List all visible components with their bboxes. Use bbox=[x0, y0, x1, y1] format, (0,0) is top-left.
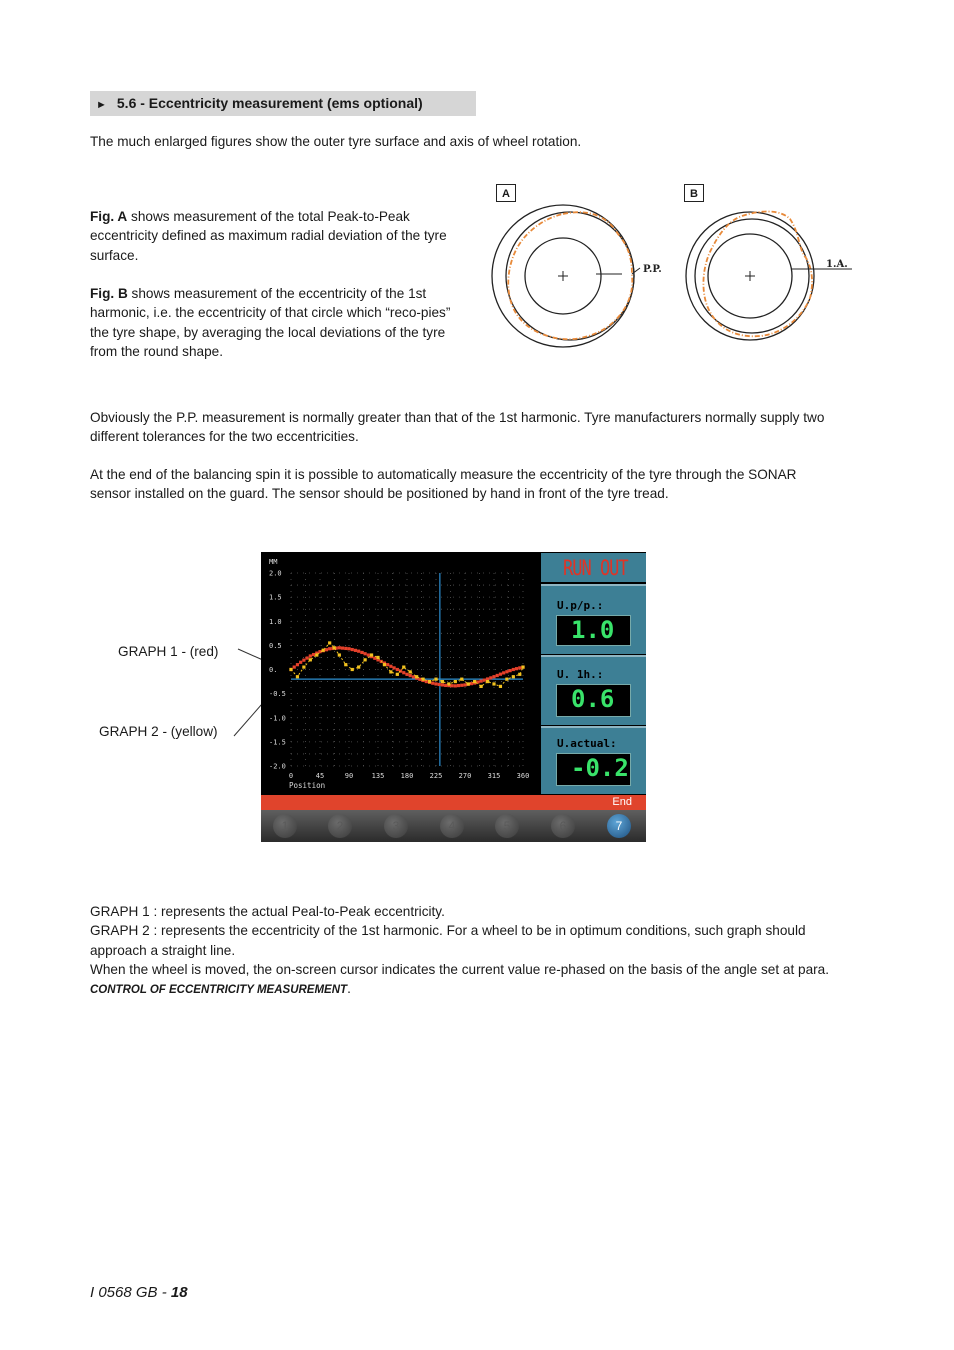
y-tick-label: -1.0 bbox=[269, 714, 286, 723]
nav-button-6[interactable]: 6 bbox=[551, 814, 575, 838]
graph1-point bbox=[460, 684, 463, 687]
graph2-point bbox=[328, 641, 331, 644]
cursor-description bbox=[90, 960, 850, 1001]
graph1-point bbox=[405, 673, 408, 676]
graph1-point bbox=[496, 674, 499, 677]
graph2-point bbox=[376, 656, 379, 659]
x-tick-label: 45 bbox=[315, 772, 325, 780]
y-tick-label: 0.5 bbox=[269, 641, 282, 650]
v1h-panel bbox=[541, 655, 646, 725]
graph2-point bbox=[315, 653, 318, 656]
graph1-point bbox=[389, 665, 392, 668]
graph2-point bbox=[409, 670, 412, 673]
graph2-point bbox=[396, 673, 399, 676]
graph1-point bbox=[351, 648, 354, 651]
paragraph-sonar: At the end of the balancing spin it is possible to automatically measure the eccentricity of the tyre through the SONAR sensor installed on the guard. The sensor should be positioned by hand in front of the tyre tread. bbox=[90, 467, 797, 502]
graph1-point bbox=[492, 675, 495, 678]
fig-a-description bbox=[90, 207, 452, 265]
graph1-point bbox=[306, 656, 309, 659]
fig-a-text: shows measurement of the total Peak-to-Peak eccentricity defined as maximum radial deviation of the tyre surface. bbox=[90, 209, 447, 263]
graph1-point bbox=[412, 675, 415, 678]
graph2-point bbox=[344, 663, 347, 666]
graph1-point bbox=[499, 673, 502, 676]
graph1-point bbox=[299, 661, 302, 664]
graph1-point bbox=[360, 651, 363, 654]
graph2-point bbox=[518, 673, 521, 676]
graph1-point bbox=[441, 683, 444, 686]
graph1-point bbox=[325, 648, 328, 651]
heading-arrow-icon: ► bbox=[96, 99, 107, 111]
graph2-point bbox=[499, 685, 502, 688]
x-tick-label: 135 bbox=[371, 772, 385, 780]
graph2-point bbox=[364, 658, 367, 661]
graph2-point bbox=[333, 646, 336, 649]
fig-b-text: shows measurement of the eccentricity of the 1st harmonic, i.e. the eccentricity of that circle which “reco-pies” the tyre shape, by averaging the local deviations of the tyre from the round shape. bbox=[90, 286, 451, 359]
graph1-point bbox=[367, 653, 370, 656]
graph1-point bbox=[434, 682, 437, 685]
nav-button-7[interactable]: 7 bbox=[607, 814, 631, 838]
graph1-point bbox=[296, 663, 299, 666]
vpp-label: U.p/p.: bbox=[557, 599, 604, 612]
cursor-description-text: When the wheel is moved, the on-screen cursor indicates the current value re-phased on the basis of the angle set at para. bbox=[90, 961, 830, 977]
graph2-point bbox=[289, 668, 292, 671]
graph2-point bbox=[521, 665, 524, 668]
graph1-point bbox=[347, 647, 350, 650]
x-tick-label: 180 bbox=[400, 772, 414, 780]
chart-series bbox=[289, 641, 524, 688]
graph2-point bbox=[357, 665, 360, 668]
graph1-point bbox=[344, 647, 347, 650]
graph2-point bbox=[309, 658, 312, 661]
graph2-point bbox=[415, 675, 418, 678]
cursor-description-end: . bbox=[347, 981, 351, 997]
section-heading bbox=[90, 91, 476, 116]
nav-button-5[interactable]: 5 bbox=[495, 814, 519, 838]
graph1-point bbox=[512, 668, 515, 671]
graph2-point bbox=[383, 663, 386, 666]
fig-b-description bbox=[90, 284, 452, 361]
graph1-point bbox=[451, 684, 454, 687]
graph1-point bbox=[386, 663, 389, 666]
graph2-point bbox=[322, 649, 325, 652]
figure-b-diagram bbox=[680, 204, 860, 350]
graph1-description: GRAPH 1 : represents the actual Peal-to-Peak eccentricity. bbox=[90, 904, 445, 919]
callout-graph2: GRAPH 2 - (yellow) bbox=[99, 724, 218, 739]
x-tick-label: 270 bbox=[458, 772, 472, 780]
graph2-point bbox=[389, 670, 392, 673]
y-tick-label: 1.0 bbox=[269, 617, 282, 626]
graph2-point bbox=[512, 675, 515, 678]
y-tick-label: 1.5 bbox=[269, 593, 282, 602]
vactual-panel bbox=[541, 726, 646, 794]
graph2-point bbox=[434, 678, 437, 681]
x-tick-labels bbox=[289, 772, 529, 780]
callout-graph1: GRAPH 1 - (red) bbox=[118, 644, 219, 659]
graph1-point bbox=[480, 679, 483, 682]
graph1-point bbox=[444, 684, 447, 687]
graph1-point bbox=[354, 649, 357, 652]
fig-a-label: Fig. A bbox=[90, 209, 128, 224]
chart-ylabel: MM bbox=[269, 558, 278, 566]
graph1-point bbox=[515, 667, 518, 670]
graph2-point bbox=[486, 680, 489, 683]
graph1-point bbox=[338, 646, 341, 649]
v1h-value: 0.6 bbox=[556, 684, 631, 717]
graph1-point bbox=[364, 652, 367, 655]
graph1-point bbox=[457, 684, 460, 687]
graph-descriptions bbox=[90, 902, 850, 1000]
vpp-value: 1.0 bbox=[556, 615, 631, 646]
graph2-point bbox=[351, 668, 354, 671]
y-tick-label: -1.5 bbox=[269, 738, 286, 747]
page-footer bbox=[90, 1284, 188, 1301]
graph1-point bbox=[402, 671, 405, 674]
runout-screen bbox=[261, 552, 646, 842]
figure-a-label: A bbox=[496, 184, 516, 202]
y-tick-label: 0. bbox=[269, 666, 278, 674]
graph2-point bbox=[454, 680, 457, 683]
graph1-point bbox=[409, 674, 412, 677]
vpp-panel bbox=[541, 584, 646, 654]
end-bar bbox=[261, 795, 646, 810]
chart-grid bbox=[291, 573, 523, 766]
page-number: 18 bbox=[170, 1284, 188, 1301]
graph1-point bbox=[396, 668, 399, 671]
graph1-point bbox=[328, 647, 331, 650]
x-tick-label: 315 bbox=[487, 772, 501, 780]
graph2-point bbox=[422, 678, 425, 681]
graph1-point bbox=[489, 676, 492, 679]
control-reference: CONTROL OF ECCENTRICITY MEASUREMENT bbox=[90, 984, 348, 997]
graph1-point bbox=[312, 653, 315, 656]
x-tick-label: 225 bbox=[429, 772, 443, 780]
runout-chart bbox=[261, 552, 539, 798]
graph1-point bbox=[302, 659, 305, 662]
graph2-point bbox=[480, 685, 483, 688]
graph2-point bbox=[447, 682, 450, 685]
graph1-point bbox=[438, 683, 441, 686]
graph1-point bbox=[393, 666, 396, 669]
graph1-point bbox=[431, 682, 434, 685]
graph2-point bbox=[473, 680, 476, 683]
graph1-point bbox=[505, 670, 508, 673]
pp-label: P.P. bbox=[643, 264, 662, 275]
fig-b-label: Fig. B bbox=[90, 286, 128, 301]
y-tick-labels bbox=[269, 570, 286, 771]
graph1-point bbox=[293, 665, 296, 668]
runout-title: RUN OUT bbox=[563, 556, 628, 581]
graph2-point bbox=[460, 678, 463, 681]
doc-code: I 0568 GB - bbox=[90, 1284, 171, 1301]
figure-b-label: B bbox=[684, 184, 704, 202]
x-tick-label: 90 bbox=[344, 772, 354, 780]
graph1-point bbox=[341, 647, 344, 650]
v1h-label: U. 1h.: bbox=[557, 668, 604, 681]
graph2-point bbox=[492, 682, 495, 685]
intro-text: The much enlarged figures show the outer tyre surface and axis of wheel rotation. bbox=[90, 134, 582, 149]
graph1-point bbox=[483, 679, 486, 682]
figure-a-diagram bbox=[486, 204, 676, 350]
y-tick-label: -2.0 bbox=[269, 762, 286, 771]
graph2-point bbox=[402, 665, 405, 668]
nav-button-1[interactable]: 1 bbox=[273, 814, 297, 838]
graph2-point bbox=[428, 680, 431, 683]
graph1-point bbox=[509, 669, 512, 672]
x-tick-label: 0 bbox=[288, 772, 294, 780]
graph1-point bbox=[309, 654, 312, 657]
nav-button-3[interactable]: 3 bbox=[384, 814, 408, 838]
chart-xlabel: Position bbox=[289, 781, 326, 790]
x-tick-label: 360 bbox=[516, 772, 530, 780]
graph1-point bbox=[463, 683, 466, 686]
y-tick-label: 2.0 bbox=[269, 569, 282, 578]
y-tick-label: -0.5 bbox=[269, 690, 286, 699]
graph2-point bbox=[338, 653, 341, 656]
graph1-point bbox=[502, 671, 505, 674]
nav-bar bbox=[261, 810, 646, 842]
graph2-point bbox=[370, 653, 373, 656]
end-button[interactable]: End bbox=[612, 796, 632, 808]
graph1-point bbox=[518, 666, 521, 669]
nav-button-2[interactable]: 2 bbox=[328, 814, 352, 838]
graph2-point bbox=[296, 675, 299, 678]
graph1-point bbox=[418, 678, 421, 681]
paragraph-tolerances: Obviously the P.P. measurement is normally greater than that of the 1st harmonic. Tyre manufacturers normally supply two different tolerances for the two eccentricities. bbox=[90, 410, 825, 445]
graph1-point bbox=[454, 684, 457, 687]
runout-title-bar bbox=[541, 553, 646, 582]
graph2-point bbox=[505, 678, 508, 681]
graph2-description: GRAPH 2 : represents the eccentricity of the 1st harmonic. For a wheel to be in optimum conditions, such graph should approach a straight line. bbox=[90, 923, 806, 958]
vactual-label: U.actual: bbox=[557, 737, 617, 750]
graph2-point bbox=[441, 680, 444, 683]
section-title: 5.6 - Eccentricity measurement (ems optional) bbox=[116, 95, 423, 111]
nav-button-4[interactable]: 4 bbox=[440, 814, 464, 838]
vactual-value: -0.2 bbox=[556, 753, 631, 786]
graph2-point bbox=[467, 682, 470, 685]
ia-label: 1.A. bbox=[826, 259, 848, 270]
graph1-point bbox=[357, 650, 360, 653]
graph2-point bbox=[302, 665, 305, 668]
